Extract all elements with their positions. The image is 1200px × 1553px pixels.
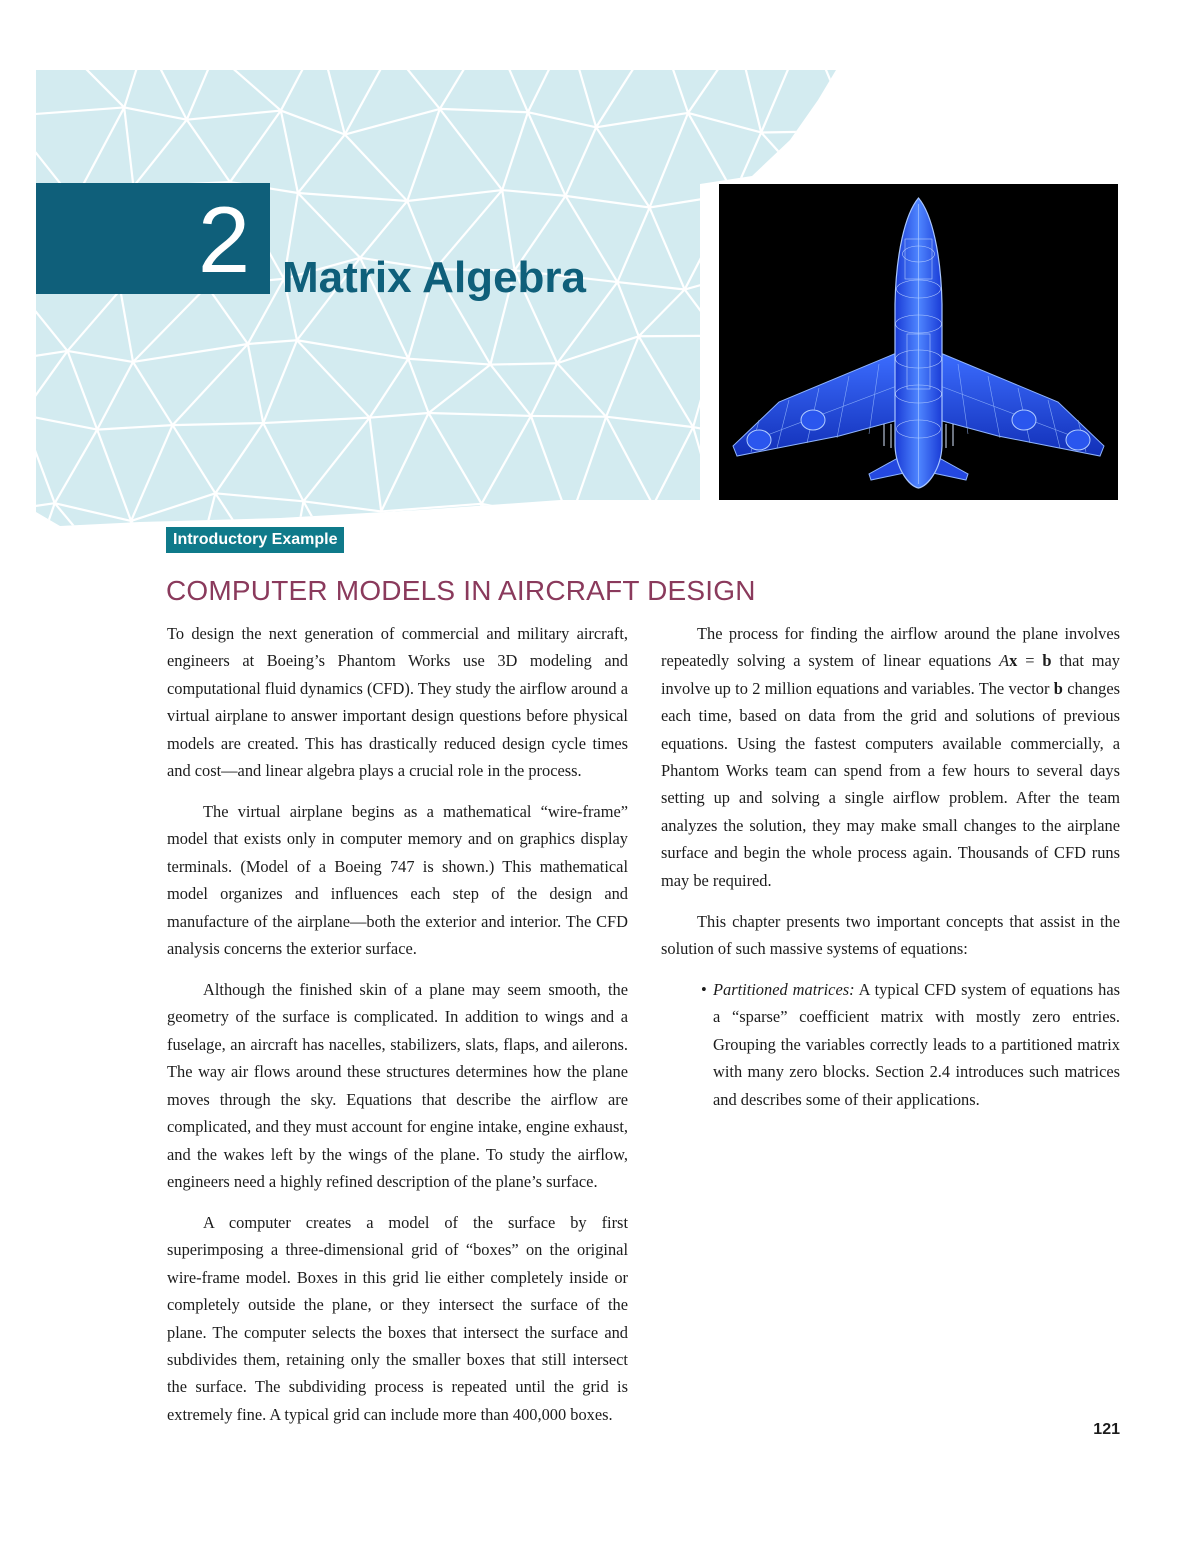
paragraph-6: This chapter presents two important concepts that assist in the solution of such massive systems of equations: [661,911,1120,959]
bullet-term: Partitioned matrices: [713,980,855,1000]
introductory-example-badge: Introductory Example [166,527,344,553]
chapter-number: 2 [197,187,249,292]
paragraph-5-text-c: that may involve up to 2 million equations and variables. The vector [661,651,1120,698]
bullet-item-partitioned-matrices [661,976,1120,1113]
vector-x-symbol: x [1009,651,1018,671]
section-title: COMPUTER MODELS IN AIRCRAFT DESIGN [166,575,756,606]
paragraph-1: To design the next generation of commercial and military aircraft, engineers at Boeing’s Phantom Works use 3D modeling and computational fluid dynamics (CFD). They study the airflow around a virtual airplane to answer important design questions before physical models are created. This has drastically reduced design cycle times and cost—and linear algebra plays a crucial role in the process. [167,624,628,781]
aircraft-wireframe-figure [719,184,1118,500]
paragraph-2: The virtual airplane begins as a mathematical “wire-frame” model that exists only in computer memory and on graphics display terminals. (Model of a Boeing 747 is shown.) This mathematical model organizes and influences each step of the design and manufacture of the airplane—both the exterior and interior. The CFD analysis concerns the exterior surface. [167,802,628,959]
right-text-column [661,620,1120,1127]
paragraph-4: A computer creates a model of the surface by first superimposing a three-dimensional grid of “boxes” on the original wire-frame model. Boxes in this grid lie either completely inside or completely outside the plane, or they intersect the surface of the plane. The computer selects the boxes that intersect the surface and subdivides them, retaining only the smaller boxes that still intersect the surface. The subdividing process is repeated until the grid is extremely fine. A typical grid can include more than 400,000 boxes. [167,1212,628,1424]
paragraph-5-text-a: The process for finding the airflow around the plane involves repeatedly solving a system of linear equations [661,624,1120,671]
aircraft-wireframe-icon [719,184,1118,500]
paragraph-5-text-d: changes each time, based on data from the grid and solutions of previous equations. Using the fastest computers available commercially, a Phantom Works team can spend from a few hours to several days setting up and solving a single airflow problem. After the team analyzes the solution, they may make small changes to the airplane surface and begin the whole process again. Thousands of CFD runs may be required. [661,678,1120,890]
left-text-column [167,620,628,1442]
bullet-icon: • [701,980,707,1000]
chapter-title: Matrix Algebra [282,253,587,302]
paragraph-5 [661,620,1120,894]
bullet-text: A typical CFD system of equations has a “sparse” coefficient matrix with mostly zero entries. Grouping the variables correctly leads to a partitioned matrix with many zero blocks. Section 2.4 introduces such matrices and describes some of their applications. [713,980,1120,1109]
page-number: 121 [1093,1421,1120,1438]
matrix-symbol: A [999,651,1010,671]
paragraph-3: Although the finished skin of a plane may seem smooth, the geometry of the surface is complicated. In addition to wings and a fuselage, an aircraft has nacelles, stabilizers, slats, flaps, and ailerons. The way air flows around these structures determines how the plane moves through the sky. Equations that describe the airflow are complicated, and they must account for engine intake, engine exhaust, and the wakes left by the wings of the plane. To study the airflow, engineers need a highly refined description of the plane’s surface. [167,980,628,1191]
equals-sign: = [1017,651,1043,671]
vector-b-symbol-2: b [1053,678,1063,698]
vector-b-symbol: b [1042,651,1052,671]
